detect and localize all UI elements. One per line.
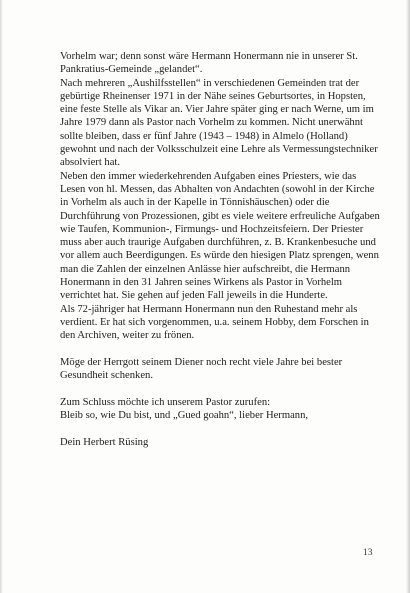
blessing-paragraph: Möge der Herrgott seinem Diener noch recht viele Jahre bei bester Gesundheit schenken. xyxy=(60,356,343,382)
paragraph: Nach mehreren „Aushilfsstellen“ in verschiedenen Gemeinden trat der gebürtige Rheinenser 1971 in der Nähe seines Geburtsortes, in Hopsten, eine feste Stelle als Vikar an. Vier Jahre später ging er nach Werne, um im Jahre 1979 dann als Pastor nach Vorhelm zu kommen. Nicht unerwähnt sollte bleiben, dass er fünf Jahre (1943 – 1948) in Almelo (Holland) gewohnt und nach der Volksschulzeit eine Lehre als Vermessungstechniker absolviert hat. xyxy=(60,77,378,169)
paragraph-gap xyxy=(60,422,380,435)
body-text xyxy=(60,50,380,449)
paragraph-gap xyxy=(60,382,380,395)
paragraph: Neben den immer wiederkehrenden Aufgaben eines Priesters, wie das Lesen von hl. Messen, das Abhalten von Andachten (sowohl in der Kirche in Vorhelm als auch in der Kapelle in Tönnishäuschen) oder die Durchführung von Prozessionen, gibt es viele weitere erfreuliche Aufgaben wie Taufen, Kommunion-, Firmungs- und Hochzeitsfeiern. Der Priester muss aber auch traurige Aufgaben durchführen, z. B. Krankenbesuche und vor allem auch Beerdigungen. Es würde den hiesigen Platz sprengen, wenn man die Zahlen der einzelnen Anlässe hier aufschreibt, die Hermann Honermann in den 31 Jahren seines Wirkens als Pastor in Vorhelm verrichtet hat. Sie gehen auf jeden Fall jeweils in die Hunderte. xyxy=(60,170,380,302)
paragraph-gap xyxy=(60,343,380,356)
scan-edge-right xyxy=(406,0,410,593)
signature: Dein Herbert Rüsing xyxy=(60,436,149,448)
paragraph: Vorhelm war; denn sonst wäre Hermann Honermann nie in unserer St. Pankratius-Gemeinde „gelandet“. xyxy=(60,51,358,76)
closing-intro: Zum Schluss möchte ich unserem Pastor zurufen: xyxy=(60,396,271,408)
closing-quote: Bleib so, wie Du bist, und „Gued goahn“, lieber Hermann, xyxy=(60,410,309,422)
paragraph: Als 72-jähriger hat Hermann Honermann nun den Ruhestand mehr als verdient. Er hat sich vorgenommen, u.a. seinem Hobby, dem Forschen in den Archiven, weiter zu frönen. xyxy=(60,303,369,342)
page-number: 13 xyxy=(363,548,373,558)
scan-edge-left xyxy=(0,0,3,593)
